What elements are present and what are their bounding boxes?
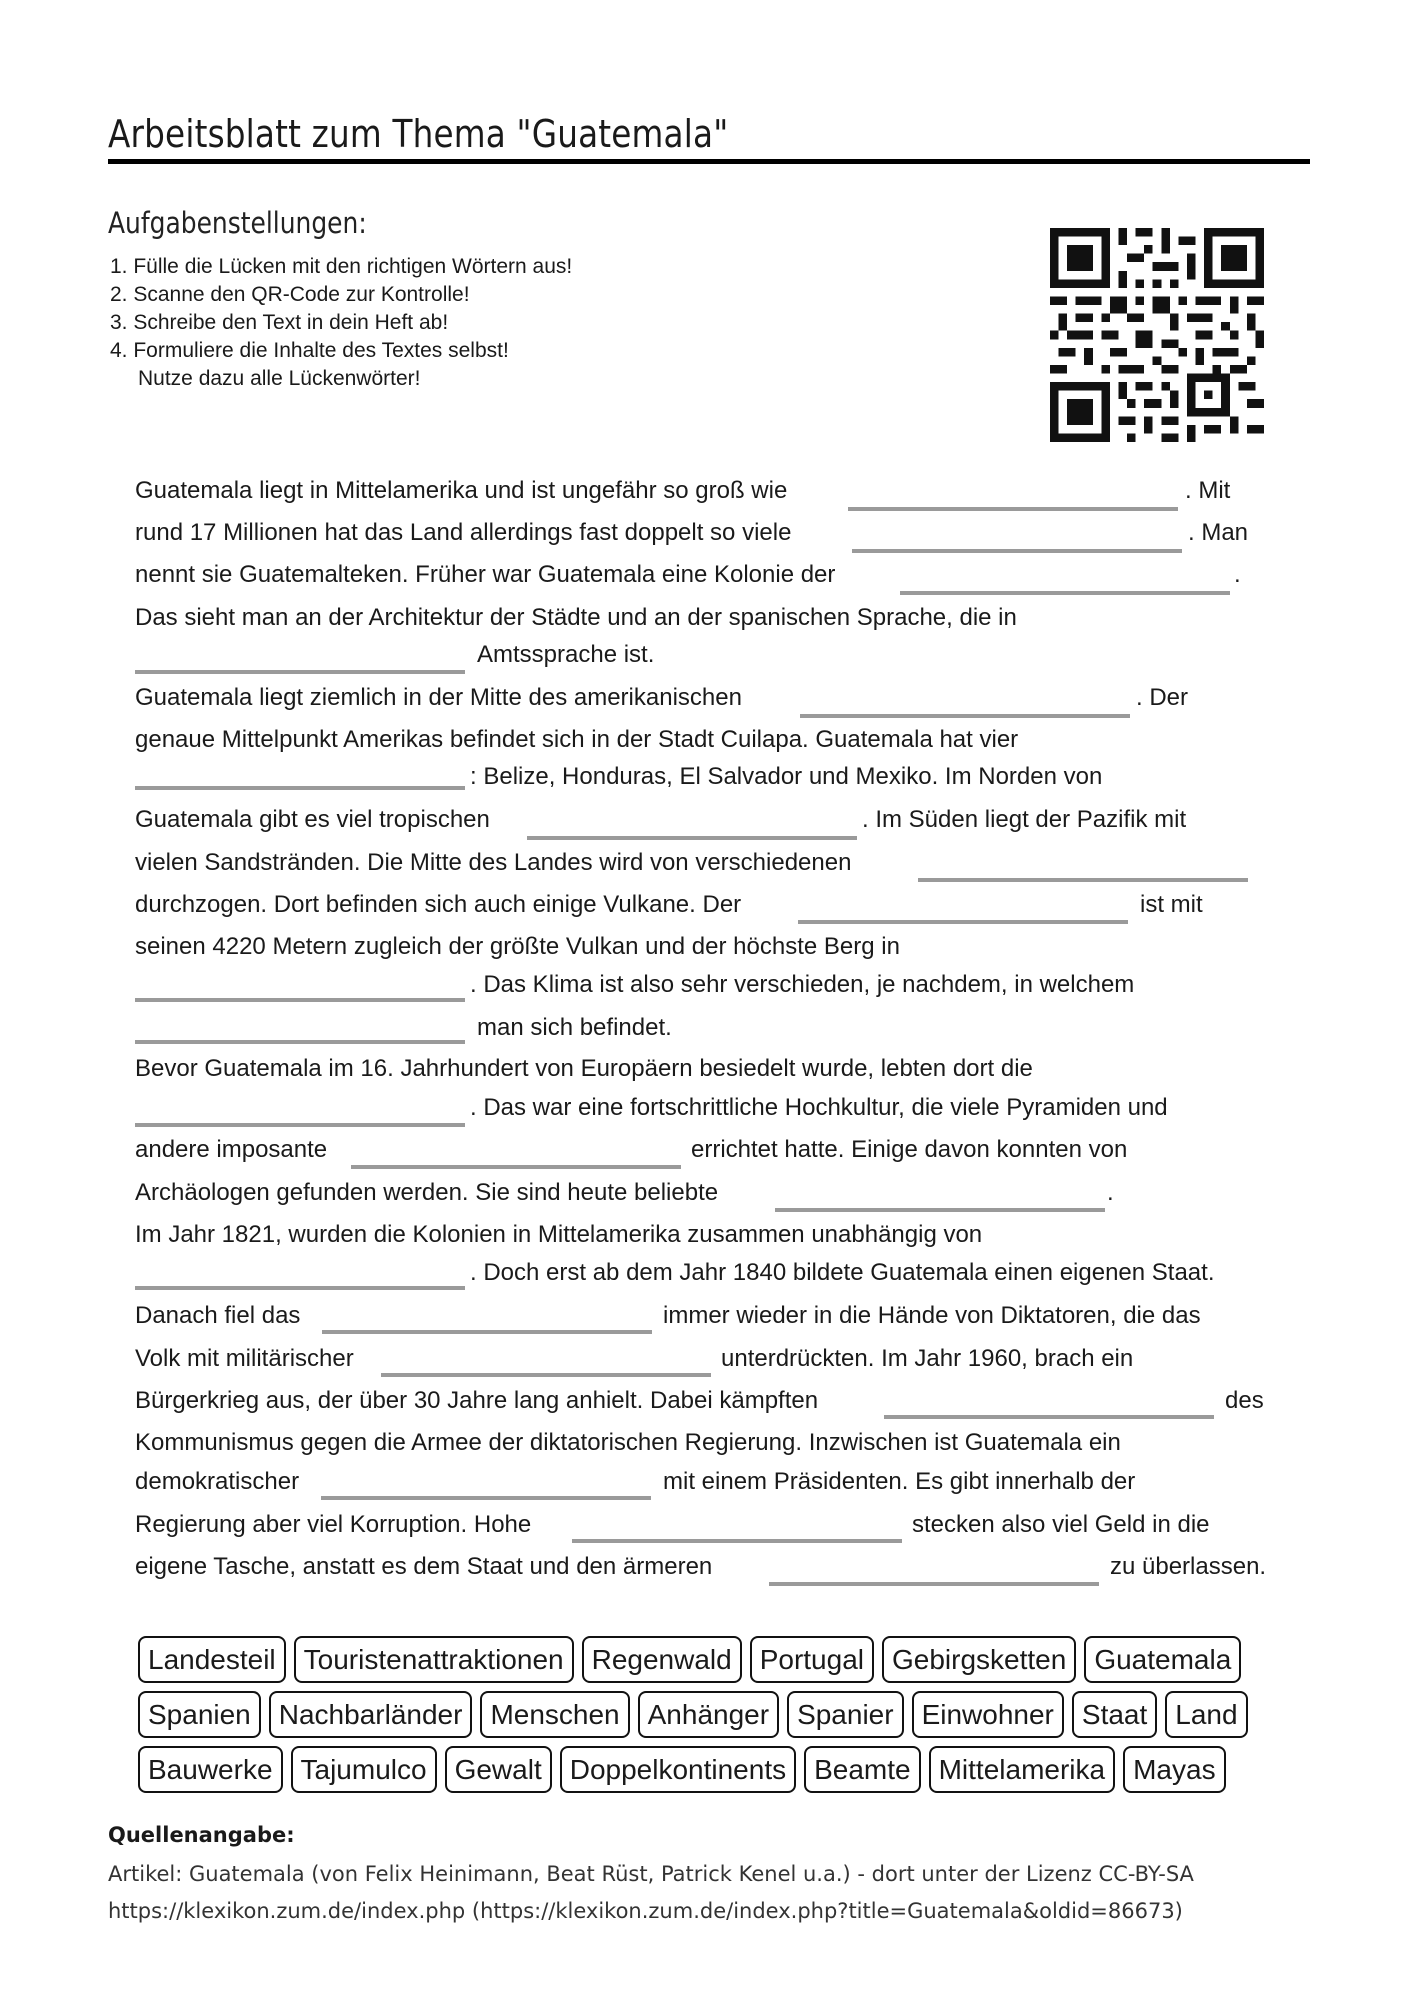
blank-field[interactable]	[135, 1286, 465, 1290]
text-fragment: . Im Süden liegt der Pazifik mit	[862, 806, 1187, 833]
blank-field[interactable]	[135, 998, 465, 1002]
blank-field[interactable]	[798, 920, 1128, 924]
qr-code-icon[interactable]	[1050, 228, 1264, 442]
text-line: Guatemala liegt in Mittelamerika und ist ungefähr so groß wie	[135, 477, 788, 504]
word-chip[interactable]: Anhänger	[638, 1691, 779, 1738]
title-divider	[108, 159, 1310, 164]
text-line: Danach fiel das	[135, 1302, 301, 1329]
text-line: Volk mit militärischer	[135, 1345, 354, 1372]
word-chip[interactable]: Gebirgsketten	[882, 1636, 1076, 1683]
text-fragment: errichtet hatte. Einige davon konnten von	[691, 1136, 1128, 1163]
word-chip[interactable]: Staat	[1072, 1691, 1157, 1738]
blank-field[interactable]	[135, 670, 465, 674]
blank-field[interactable]	[884, 1415, 1214, 1419]
word-chip[interactable]: Land	[1165, 1691, 1247, 1738]
word-chip[interactable]: Bauwerke	[138, 1746, 283, 1793]
text-line: Bürgerkrieg aus, der über 30 Jahre lang anhielt. Dabei kämpften	[135, 1387, 819, 1414]
text-line: Regierung aber viel Korruption. Hohe	[135, 1511, 532, 1538]
blank-field[interactable]	[351, 1165, 681, 1169]
text-line: rund 17 Millionen hat das Land allerdings fast doppelt so viele	[135, 519, 792, 546]
text-fragment: immer wieder in die Hände von Diktatoren, die das	[663, 1302, 1201, 1329]
word-chip[interactable]: Touristenattraktionen	[294, 1636, 574, 1683]
word-chip[interactable]: Einwohner	[912, 1691, 1064, 1738]
text-fragment: stecken also viel Geld in die	[912, 1511, 1210, 1538]
blank-field[interactable]	[775, 1208, 1105, 1212]
word-chip[interactable]: Tajumulco	[291, 1746, 437, 1793]
text-fragment: man sich befindet.	[477, 1014, 672, 1041]
text-line: vielen Sandstränden. Die Mitte des Landes wird von verschiedenen	[135, 849, 852, 876]
word-bank-row	[138, 1746, 1226, 1793]
text-line: genaue Mittelpunkt Amerikas befindet sich in der Stadt Cuilapa. Guatemala hat vier	[135, 726, 1019, 753]
source-article: Artikel: Guatemala (von Felix Heinimann, Beat Rüst, Patrick Kenel u.a.) - dort unter der Lizenz CC-BY-SA	[108, 1862, 1194, 1886]
task-item: 4. Formuliere die Inhalte des Textes selbst!	[110, 339, 509, 362]
text-fragment: . Mit	[1185, 477, 1231, 504]
word-chip[interactable]: Guatemala	[1084, 1636, 1241, 1683]
word-chip[interactable]: Spanier	[787, 1691, 904, 1738]
blank-field[interactable]	[322, 1330, 652, 1334]
word-chip[interactable]: Beamte	[804, 1746, 921, 1793]
blank-field[interactable]	[135, 1040, 465, 1044]
text-line: Das sieht man an der Architektur der Städte und an der spanischen Sprache, die in	[135, 604, 1017, 631]
text-line: seinen 4220 Metern zugleich der größte Vulkan und der höchste Berg in	[135, 933, 900, 960]
text-line: Bevor Guatemala im 16. Jahrhundert von Europäern besiedelt wurde, lebten dort die	[135, 1055, 1033, 1082]
text-fragment: . Das Klima ist also sehr verschieden, je nachdem, in welchem	[470, 971, 1135, 998]
text-fragment: .	[1234, 561, 1241, 588]
text-line: Guatemala gibt es viel tropischen	[135, 806, 490, 833]
text-line: nennt sie Guatemalteken. Früher war Guatemala eine Kolonie der	[135, 561, 836, 588]
text-fragment: .	[1107, 1179, 1114, 1206]
blank-field[interactable]	[900, 591, 1230, 595]
task-item-continuation: Nutze dazu alle Lückenwörter!	[138, 367, 421, 390]
text-fragment: . Doch erst ab dem Jahr 1840 bildete Guatemala einen eigenen Staat.	[470, 1259, 1215, 1286]
tasks-heading: Aufgabenstellungen:	[108, 206, 367, 240]
word-chip[interactable]: Menschen	[480, 1691, 629, 1738]
word-chip[interactable]: Nachbarländer	[269, 1691, 473, 1738]
text-line: Guatemala liegt ziemlich in der Mitte des amerikanischen	[135, 684, 742, 711]
task-item: 1. Fülle die Lücken mit den richtigen Wörtern aus!	[110, 255, 573, 278]
word-chip[interactable]: Mittelamerika	[929, 1746, 1115, 1793]
blank-field[interactable]	[918, 878, 1248, 882]
text-line: durchzogen. Dort befinden sich auch einige Vulkane. Der	[135, 891, 742, 918]
text-line: Kommunismus gegen die Armee der diktatorischen Regierung. Inzwischen ist Guatemala ein	[135, 1429, 1121, 1456]
text-line: demokratischer	[135, 1468, 300, 1495]
blank-field[interactable]	[572, 1539, 902, 1543]
page-title: Arbeitsblatt zum Thema "Guatemala"	[108, 112, 729, 156]
word-chip[interactable]: Portugal	[750, 1636, 874, 1683]
word-bank-row	[138, 1636, 1241, 1683]
word-chip[interactable]: Doppelkontinents	[560, 1746, 796, 1793]
text-line: eigene Tasche, anstatt es dem Staat und den ärmeren	[135, 1553, 713, 1580]
text-fragment: . Man	[1188, 519, 1249, 546]
blank-field[interactable]	[321, 1496, 651, 1500]
sources-heading: Quellenangabe:	[108, 1823, 295, 1847]
text-line: andere imposante	[135, 1136, 328, 1163]
text-line: Im Jahr 1821, wurden die Kolonien in Mittelamerika zusammen unabhängig von	[135, 1221, 983, 1248]
blank-field[interactable]	[527, 836, 857, 840]
text-fragment: zu überlassen.	[1110, 1553, 1267, 1580]
text-fragment: ist mit	[1140, 891, 1203, 918]
task-list	[110, 253, 572, 393]
word-chip[interactable]: Spanien	[138, 1691, 261, 1738]
text-fragment: : Belize, Honduras, El Salvador und Mexiko. Im Norden von	[470, 763, 1103, 790]
text-fragment: . Der	[1136, 684, 1189, 711]
text-fragment: . Das war eine fortschrittliche Hochkultur, die viele Pyramiden und	[470, 1094, 1168, 1121]
word-bank-row	[138, 1691, 1248, 1738]
word-chip[interactable]: Mayas	[1123, 1746, 1225, 1793]
text-fragment: Amtssprache ist.	[477, 641, 655, 668]
blank-field[interactable]	[848, 507, 1178, 511]
text-fragment: unterdrückten. Im Jahr 1960, brach ein	[721, 1345, 1134, 1372]
text-line: Archäologen gefunden werden. Sie sind heute beliebte	[135, 1179, 719, 1206]
word-chip[interactable]: Gewalt	[445, 1746, 552, 1793]
text-fragment: mit einem Präsidenten. Es gibt innerhalb der	[663, 1468, 1136, 1495]
text-fragment: des	[1225, 1387, 1264, 1414]
blank-field[interactable]	[800, 714, 1130, 718]
task-item: 3. Schreibe den Text in dein Heft ab!	[110, 311, 449, 334]
blank-field[interactable]	[135, 1123, 465, 1127]
blank-field[interactable]	[769, 1582, 1099, 1586]
task-item: 2. Scanne den QR-Code zur Kontrolle!	[110, 283, 470, 306]
blank-field[interactable]	[135, 786, 465, 790]
source-link[interactable]: https://klexikon.zum.de/index.php (https://klexikon.zum.de/index.php?title=Guatemala&oldid=86673)	[108, 1899, 1183, 1923]
word-chip[interactable]: Regenwald	[582, 1636, 742, 1683]
blank-field[interactable]	[381, 1373, 711, 1377]
word-chip[interactable]: Landesteil	[138, 1636, 286, 1683]
blank-field[interactable]	[852, 549, 1182, 553]
